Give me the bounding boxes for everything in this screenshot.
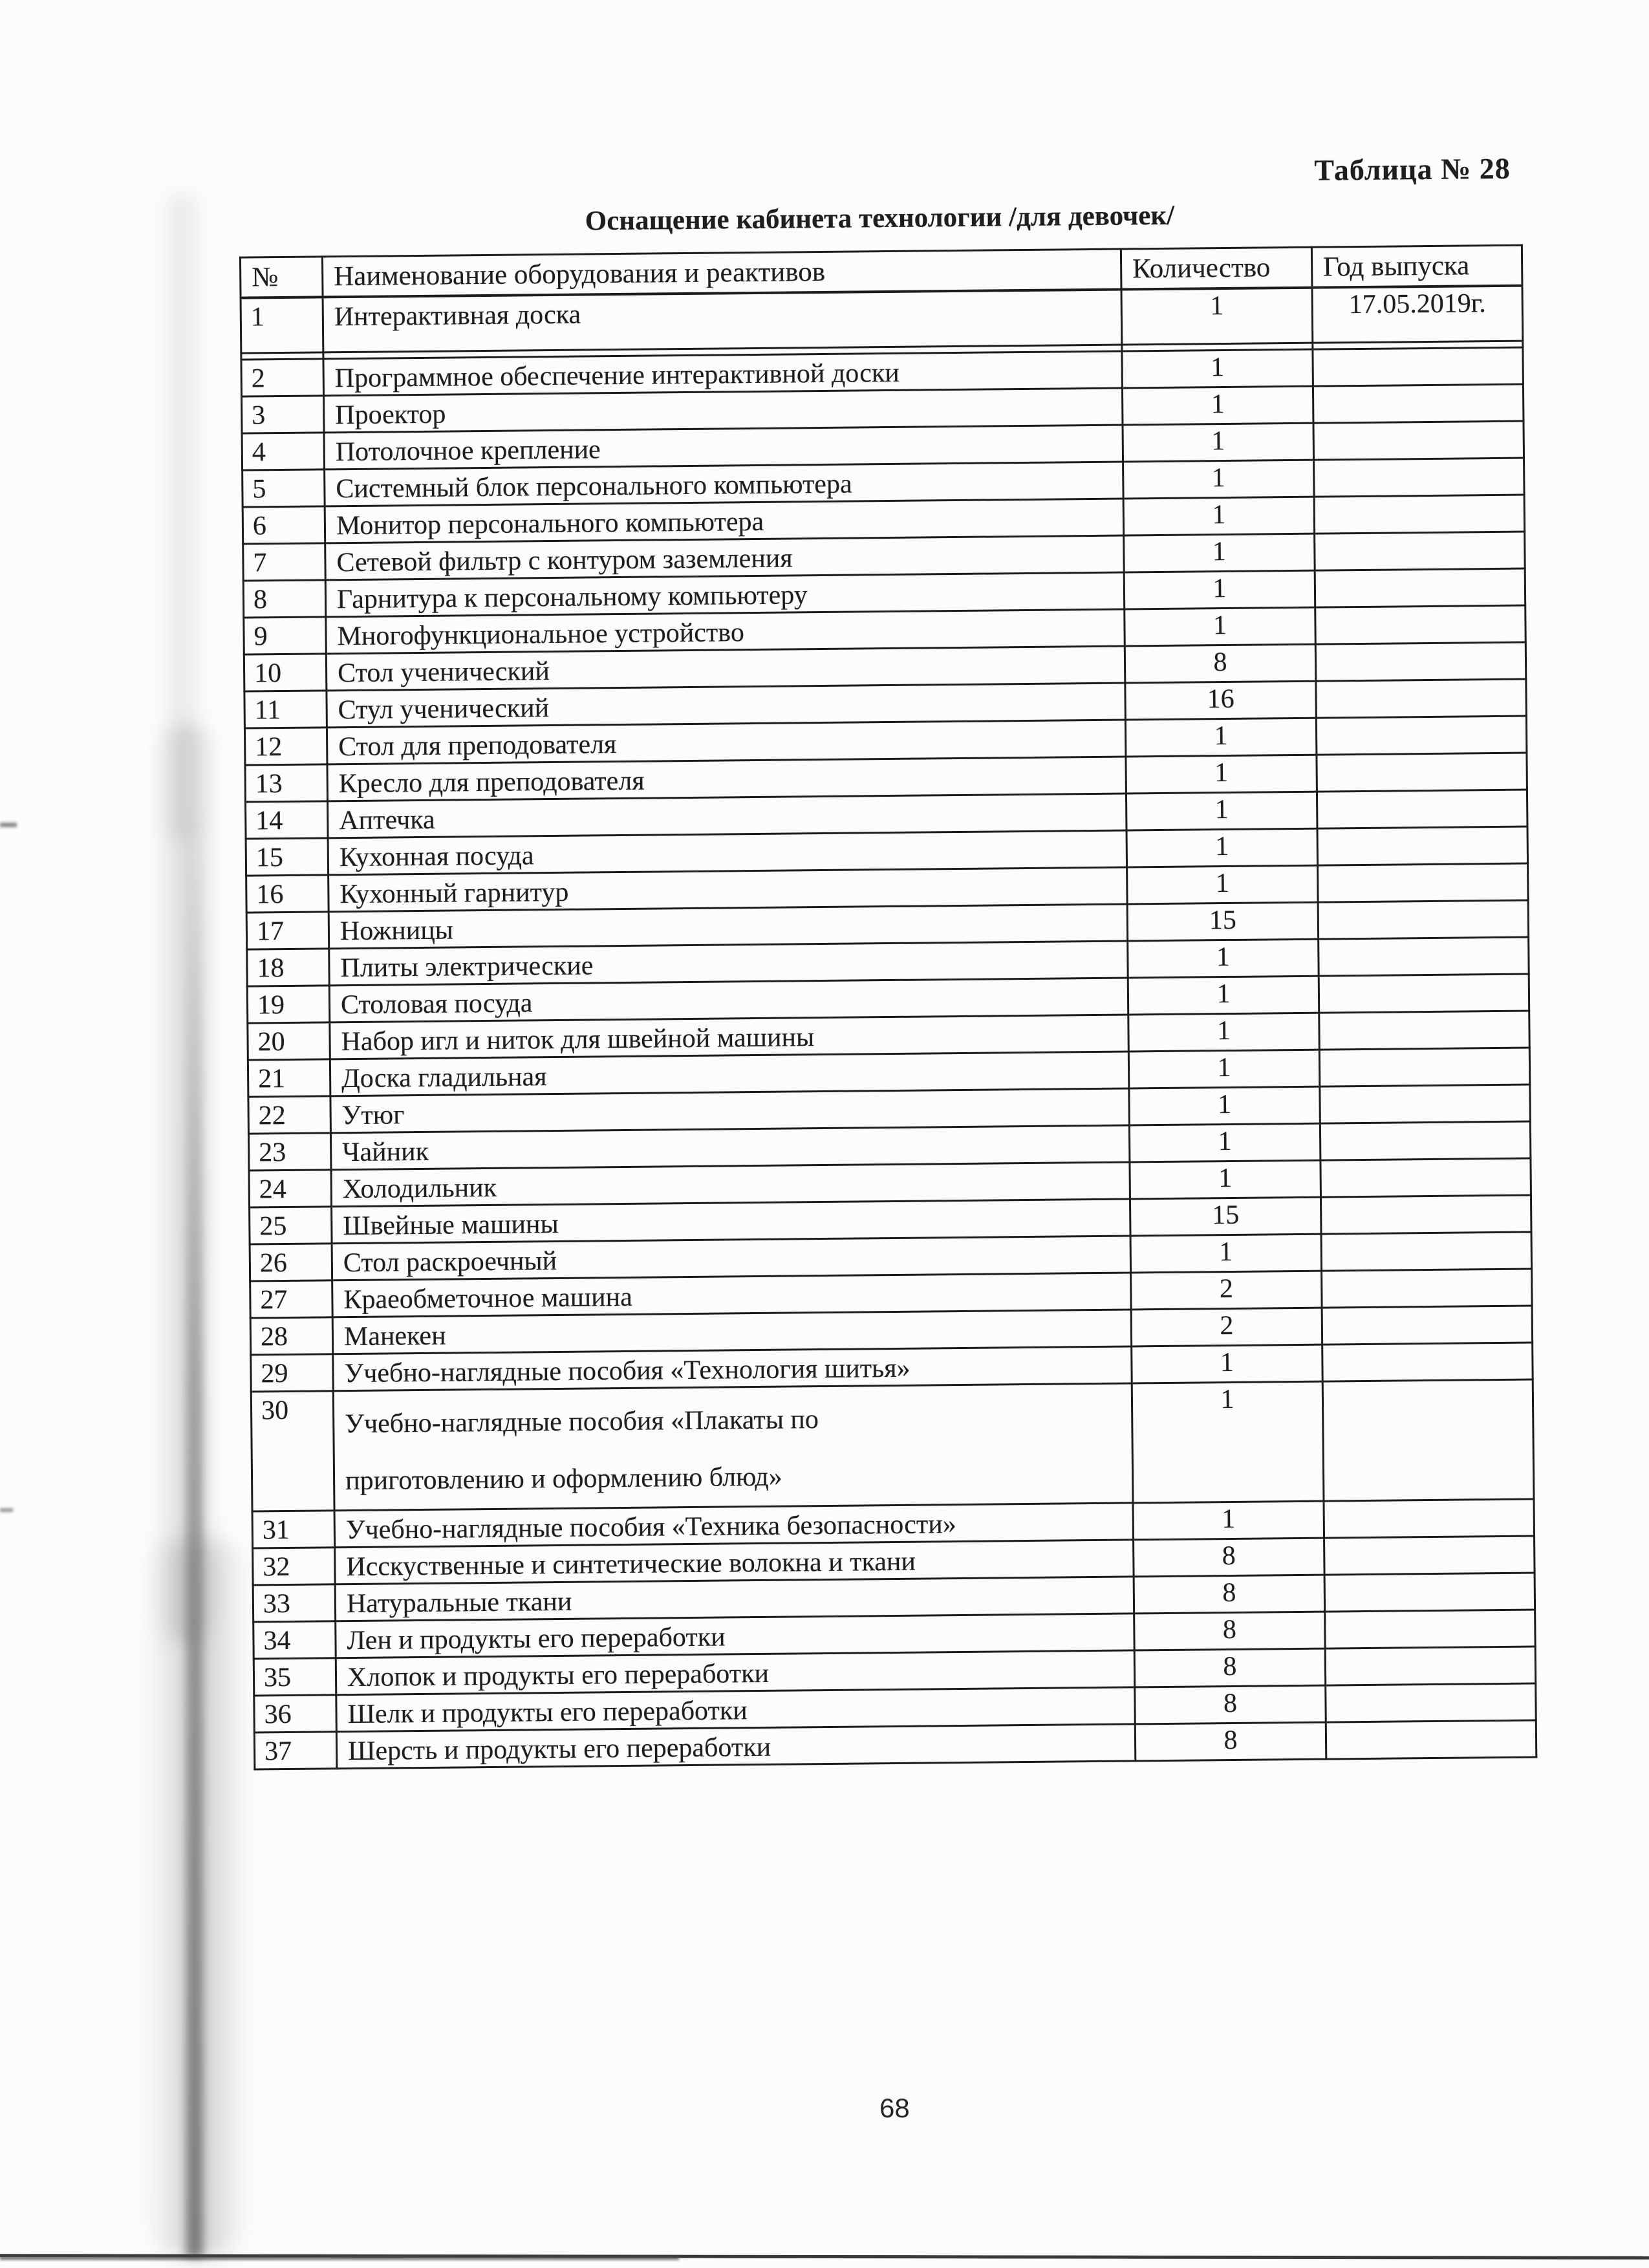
col-header-name: Наименование оборудования и реактивов xyxy=(322,249,1121,297)
cell-num: 37 xyxy=(254,1732,337,1769)
cell-year xyxy=(1324,1536,1535,1575)
cell-qty: 1 xyxy=(1124,570,1315,609)
cell-name: Стул ученический xyxy=(327,683,1125,728)
cell-num: 14 xyxy=(246,801,329,839)
cell-name: Ножницы xyxy=(329,904,1127,949)
cell-num: 4 xyxy=(242,433,325,470)
cell-qty: 1 xyxy=(1125,607,1316,646)
cell-num: 30 xyxy=(251,1391,334,1511)
cell-num: 3 xyxy=(242,396,325,433)
cell-name: Шерсть и продукты его переработки xyxy=(336,1724,1135,1769)
cell-qty: 1 xyxy=(1133,1501,1324,1540)
cell-year xyxy=(1316,679,1527,718)
cell-name: Лен и продукты его переработки xyxy=(336,1614,1134,1658)
cell-year: 17.05.2019г. xyxy=(1312,285,1523,343)
cell-qty: 8 xyxy=(1125,644,1316,683)
cell-year xyxy=(1318,900,1529,939)
cell-qty: 1 xyxy=(1130,1160,1321,1199)
cell-name: Манекен xyxy=(332,1310,1131,1354)
cell-num: 1 xyxy=(241,297,323,353)
cell-year xyxy=(1322,1269,1533,1308)
cell-num: 15 xyxy=(246,838,329,876)
cell-qty: 1 xyxy=(1126,828,1318,867)
cell-year xyxy=(1326,1683,1536,1722)
cell-qty: 1 xyxy=(1128,976,1319,1015)
cell-year xyxy=(1325,1610,1536,1648)
cell-year xyxy=(1320,1085,1531,1123)
cell-year xyxy=(1317,790,1527,828)
cell-name: Учебно-наглядные пособия «Плакаты по приготовлению и оформлению блюд» xyxy=(333,1383,1133,1511)
cell-year xyxy=(1313,347,1524,386)
cell-num: 18 xyxy=(247,949,330,986)
cell-qty: 1 xyxy=(1129,1086,1320,1125)
cell-num: 16 xyxy=(246,875,329,913)
cell-name: Шелк и продукты его переработки xyxy=(336,1687,1135,1732)
cell-name: Хлопок и продукты его переработки xyxy=(336,1650,1134,1695)
cell-year xyxy=(1320,1195,1531,1234)
cell-name: Многофункциональное устройство xyxy=(326,609,1125,654)
cell-num: 25 xyxy=(250,1207,332,1244)
cell-name: Доска гладильная xyxy=(330,1052,1128,1096)
cell-name: Кресло для преподователя xyxy=(327,757,1126,801)
cell-qty: 1 xyxy=(1123,460,1315,499)
cell-qty: 1 xyxy=(1123,423,1314,462)
cell-year xyxy=(1313,421,1524,460)
cell-qty: 1 xyxy=(1124,534,1315,572)
col-header-qty: Количество xyxy=(1121,247,1312,289)
cell-year xyxy=(1326,1720,1536,1759)
cell-name: Монитор персонального компьютера xyxy=(325,499,1123,543)
cell-qty: 8 xyxy=(1134,1575,1325,1614)
cell-qty: 1 xyxy=(1126,792,1317,830)
cell-name: Стол ученический xyxy=(326,646,1125,691)
cell-num: 29 xyxy=(251,1354,334,1392)
cell-qty: 8 xyxy=(1135,1722,1326,1761)
cell-qty: 1 xyxy=(1125,718,1317,757)
cell-num: 11 xyxy=(244,691,327,728)
cell-name: Краеобметочное машина xyxy=(332,1273,1131,1317)
col-header-num: № xyxy=(240,257,323,297)
cell-year xyxy=(1319,1011,1530,1050)
cell-num: 20 xyxy=(248,1022,330,1060)
cell-name: Чайник xyxy=(330,1125,1129,1170)
cell-qty: 8 xyxy=(1134,1612,1326,1650)
cell-year xyxy=(1314,458,1525,497)
cell-qty: 1 xyxy=(1122,349,1313,388)
cell-name: Потолочное крепление xyxy=(324,425,1123,470)
cell-num: 36 xyxy=(254,1695,337,1733)
cell-year xyxy=(1316,716,1527,755)
cell-num: 31 xyxy=(252,1511,335,1548)
cell-num: 35 xyxy=(253,1658,336,1696)
cell-year xyxy=(1317,753,1527,792)
cell-qty: 2 xyxy=(1131,1308,1322,1346)
cell-year xyxy=(1319,937,1529,976)
cell-qty: 1 xyxy=(1128,1050,1320,1088)
cell-name: Стол для преподователя xyxy=(327,720,1125,764)
cell-qty: 1 xyxy=(1127,865,1319,904)
cell-num: 10 xyxy=(244,654,327,691)
cell-num: 33 xyxy=(253,1584,336,1622)
cell-name: Интерактивная доска xyxy=(323,289,1122,352)
table-number-caption: Таблица № 28 xyxy=(1314,151,1511,187)
cell-num: 22 xyxy=(248,1096,331,1134)
cell-qty: 1 xyxy=(1123,497,1315,535)
cell-num: 6 xyxy=(242,506,325,544)
cell-name: Программное обеспечение интерактивной доски xyxy=(323,351,1122,396)
cell-qty: 1 xyxy=(1121,287,1313,345)
cell-year xyxy=(1319,1048,1530,1086)
cell-name: Набор игл и ниток для швейной машины xyxy=(330,1015,1128,1059)
document-title: Оснащение кабинета технологии /для девочек/ xyxy=(585,200,1175,237)
cell-num: 13 xyxy=(245,764,328,802)
cell-year xyxy=(1313,384,1524,423)
cell-qty: 1 xyxy=(1129,1123,1320,1162)
cell-name: Холодильник xyxy=(331,1162,1130,1207)
cell-name: Системный блок персонального компьютера xyxy=(325,462,1123,506)
cell-num: 12 xyxy=(244,728,327,765)
cell-name: Столовая посуда xyxy=(329,978,1128,1022)
cell-num: 26 xyxy=(250,1244,332,1281)
cell-qty: 1 xyxy=(1132,1345,1323,1383)
cell-qty: 15 xyxy=(1127,902,1319,941)
cell-year xyxy=(1315,568,1525,607)
cell-num: 34 xyxy=(253,1621,336,1659)
cell-name: Швейные машины xyxy=(332,1199,1130,1244)
cell-qty: 1 xyxy=(1128,939,1319,978)
cell-qty: 15 xyxy=(1130,1197,1321,1236)
cell-name: Плиты электрические xyxy=(329,941,1128,986)
cell-year xyxy=(1324,1499,1535,1538)
cell-name: Проектор xyxy=(324,388,1123,433)
cell-year xyxy=(1317,826,1528,865)
cell-year xyxy=(1324,1573,1535,1612)
cell-qty: 1 xyxy=(1130,1234,1322,1273)
cell-qty: 8 xyxy=(1134,1538,1325,1577)
cell-num: 23 xyxy=(248,1133,331,1171)
cell-year xyxy=(1315,642,1526,681)
cell-qty: 8 xyxy=(1134,1648,1326,1687)
cell-qty: 1 xyxy=(1128,1013,1320,1052)
cell-name: Стол раскроечный xyxy=(332,1236,1130,1280)
cell-year xyxy=(1315,532,1525,570)
cell-year xyxy=(1322,1343,1533,1381)
cell-num: 5 xyxy=(242,470,325,507)
cell-year xyxy=(1315,605,1526,644)
cell-num: 28 xyxy=(250,1317,333,1355)
cell-year xyxy=(1320,1158,1531,1197)
cell-year xyxy=(1314,495,1525,534)
cell-num: 24 xyxy=(249,1170,332,1207)
table-row xyxy=(251,1379,1534,1511)
page-number: 68 xyxy=(879,2093,910,2123)
cell-num: 27 xyxy=(250,1280,333,1318)
cell-year xyxy=(1322,1379,1534,1501)
cell-year xyxy=(1325,1647,1536,1685)
cell-num: 32 xyxy=(253,1548,336,1585)
cell-num: 9 xyxy=(244,617,327,654)
equipment-table-body xyxy=(241,285,1536,1769)
cell-year xyxy=(1322,1306,1533,1345)
cell-name: Кухонная посуда xyxy=(328,830,1126,875)
cell-year xyxy=(1321,1232,1532,1271)
cell-name: Учебно-наглядные пособия «Техника безопасности» xyxy=(334,1503,1133,1548)
cell-qty: 8 xyxy=(1135,1685,1326,1724)
cell-num: 21 xyxy=(248,1059,330,1097)
cell-num: 17 xyxy=(246,912,329,949)
cell-name: Гарнитура к персональному компьютеру xyxy=(325,572,1124,617)
cell-qty: 1 xyxy=(1132,1381,1324,1503)
cell-qty: 2 xyxy=(1131,1271,1322,1310)
equipment-table xyxy=(239,244,1537,1771)
cell-name: Аптечка xyxy=(328,794,1126,838)
cell-num: 8 xyxy=(243,580,326,618)
cell-qty: 1 xyxy=(1122,386,1313,425)
page-edge-line-shadow xyxy=(0,2257,679,2260)
cell-num: 2 xyxy=(241,359,324,396)
cell-year xyxy=(1318,863,1529,902)
cell-num: 19 xyxy=(247,986,330,1023)
cell-year xyxy=(1320,1121,1531,1160)
cell-name: Учебно-наглядные пособия «Технология шитья» xyxy=(333,1346,1132,1391)
cell-name: Сетевой фильтр с контуром заземления xyxy=(325,535,1124,580)
cell-year xyxy=(1319,974,1529,1013)
cell-name: Исскуственные и синтетические волокна и ткани xyxy=(335,1540,1134,1584)
cell-qty: 1 xyxy=(1126,755,1317,794)
cell-name: Натуральные ткани xyxy=(335,1577,1134,1621)
cell-name: Утюг xyxy=(330,1088,1129,1133)
cell-num: 7 xyxy=(243,543,326,581)
cell-qty: 16 xyxy=(1125,681,1317,720)
col-header-year: Год выпуска xyxy=(1311,245,1522,287)
cell-name: Кухонный гарнитур xyxy=(329,867,1127,912)
